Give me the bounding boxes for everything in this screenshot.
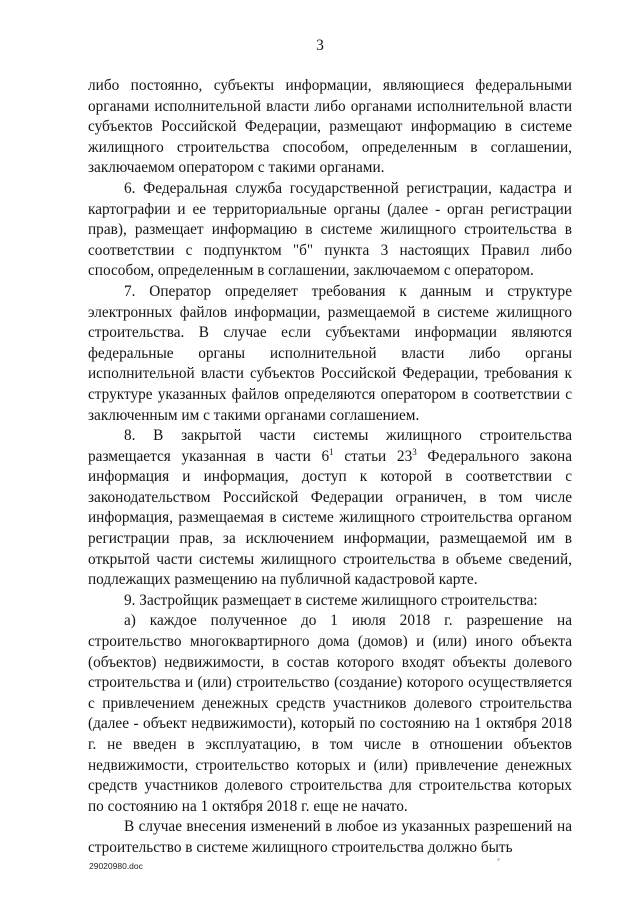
superscript-article-number: 3 xyxy=(412,446,417,457)
paragraph-6: 6. Федеральная служба государственной регистрации, кадастра и картографии и ее территориальные органы (далее - орган регистрации прав), размещает информацию в системе жилищного строительства в соответствии с подпунктом "б" пункта 3 настоящих Правил либо способом, определенным в соглашении, заключаемом с оператором. xyxy=(88,179,572,280)
paragraph-8 xyxy=(88,426,572,591)
paragraph-continuation: либо постоянно, субъекты информации, являющиеся федеральными органами исполнительной власти либо органами исполнительной власти субъектов Российской Федерации, размещают информацию в системе жилищного строительства способом, определенным в соглашении, заключаемом оператором с такими органами. xyxy=(88,77,572,177)
scan-speck xyxy=(497,858,500,861)
paragraph-amendment: В случае внесения изменений в любое из указанных разрешений на строительство в системе жилищного строительства должно быть xyxy=(88,818,572,856)
document-body xyxy=(88,76,572,859)
paragraph-8-part-3: Федерального закона информация и информация, доступ к которой в соответствии с законодательством Российской Федерации ограничен, в том числе информация, размещаемая в системе жилищного строительства органом регистрации прав, за исключением информации, размещаемой им в открытой части системы жилищного строительства в объеме сведений, подлежащих размещению на публичной кадастровой карте. xyxy=(88,447,572,589)
paragraph-7: 7. Оператор определяет требования к данным и структуре электронных файлов информации, размещаемой в системе жилищного строительства. В случае если субъектами информации являются федеральные органы исполнительной власти либо органы исполнительной власти субъектов Российской Федерации, требования к структуре указанных файлов определяются оператором в соответствии с заключенным им с такими органами соглашением. xyxy=(88,282,572,424)
paragraph-8-part-1: 8. В закрытой части системы жилищного строительства размещается указанная в части 6 xyxy=(88,427,572,465)
paragraph-9-subitem-a: а) каждое полученное до 1 июля 2018 г. разрешение на строительство многоквартирного дома (домов) и (или) иного объекта (объектов) недвижимости, в состав которого входят объекты долевого строительства и (или) строительство (создание) которого осуществляется с привлечением денежных средств участников долевого строительства (далее - объект недвижимости), который по состоянию на 1 октября 2018 г. не введен в эксплуатацию, в том числе в отношении объектов недвижимости, строительство которых и (или) привлечение денежных средств участников долевого строительства для строительства которых по состоянию на 1 октября 2018 г. еще не начато. xyxy=(88,612,572,815)
paragraph-9: 9. Застройщик размещает в системе жилищного строительства: xyxy=(124,591,538,609)
paragraph-8-part-2: статьи 23 xyxy=(333,447,413,465)
superscript-part-number: 1 xyxy=(329,446,334,457)
footer-filename: 29020980.doc xyxy=(89,861,143,871)
page-number: 3 xyxy=(316,37,324,54)
